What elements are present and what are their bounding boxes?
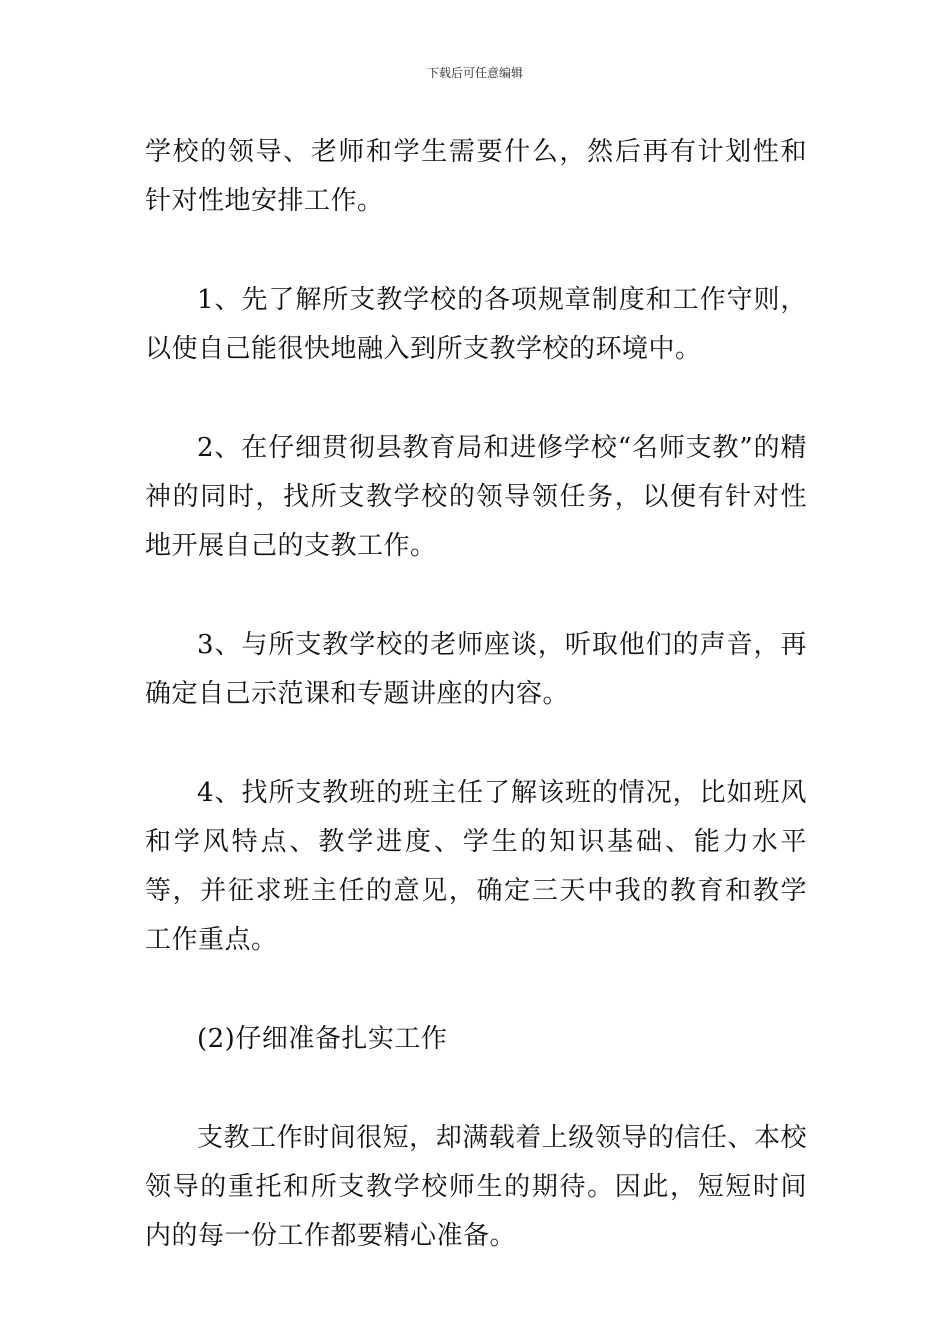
paragraph-item-3: 3、与所支教学校的老师座谈，听取他们的声音，再确定自己示范课和专题讲座的内容。 (145, 630, 807, 709)
page-header-note: 下载后可任意编辑 (426, 66, 523, 80)
paragraph-continuation: 学校的领导、老师和学生需要什么，然后再有计划性和针对性地安排工作。 (145, 137, 807, 216)
paragraph-item-4: 4、找所支教班的班主任了解该班的情况，比如班风和学风特点、教学进度、学生的知识基础、能力水平等，并征求班主任的意见，确定三天中我的教育和教学工作重点。 (145, 778, 807, 955)
paragraph-item-1: 1、先了解所支教学校的各项规章制度和工作守则，以使自己能很快地融入到所支教学校的环境中。 (145, 285, 807, 364)
section-heading: (2)仔细准备扎实工作 (197, 1024, 448, 1054)
document-body (145, 128, 807, 1311)
paragraph-body: 支教工作时间很短，却满载着上级领导的信任、本校领导的重托和所支教学校师生的期待。因此，短短时间内的每一份工作都要精心准备。 (145, 1123, 807, 1251)
paragraph-item-2: 2、在仔细贯彻县教育局和进修学校“名师支教”的精神的同时，找所支教学校的领导领任务，以便有针对性地开展自己的支教工作。 (145, 433, 807, 561)
